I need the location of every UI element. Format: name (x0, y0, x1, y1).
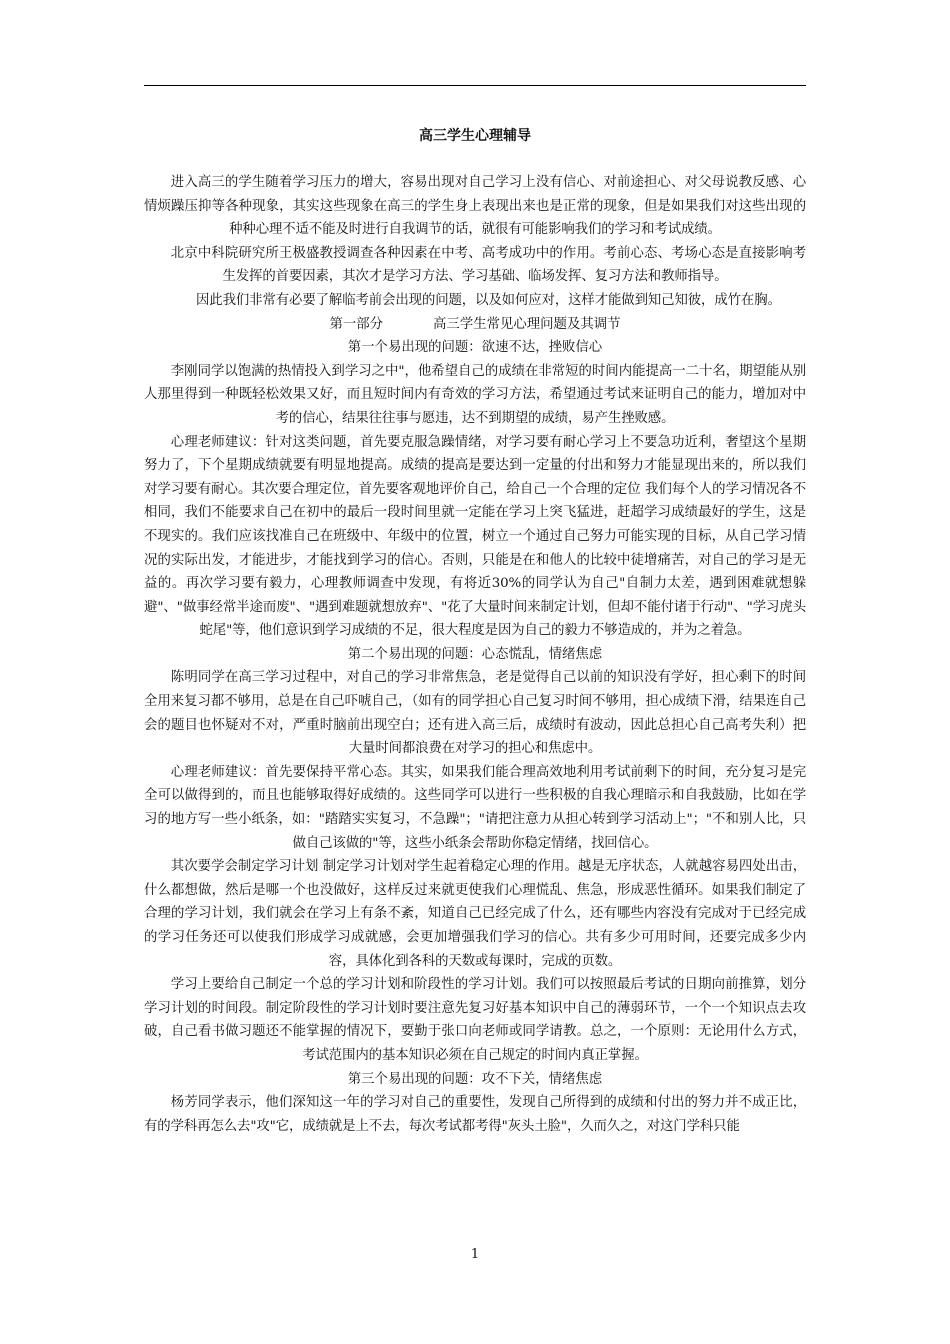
part-label: 第一部分 (329, 316, 384, 332)
paragraph: 心理老师建议：针对这类问题，首先要克服急躁情绪，对学习要有耐心学习上不要急功近利，奢望这个星期努力了，下个星期成绩就要有明显地提高。成绩的提高是要达到一定量的付出和努力才能显现出来的，所以我们对学习要有耐心。其次要合理定位，首先要客观地评价自己，给自己一个合理的定位 我们每个人的学习情况各不相同，我们不能要求自己在初中的最后一段时间里就一定能在学习上突飞猛进，赶超学习成绩最好的学生，这是不现实的。我们应该找准自己在班级中、年级中的位置，树立一个通过自己努力可能实现的目标，从自己学习情况的实际出发，才能进步，才能找到学习的信心。否则，只能是在和他人的比较中徒增痛苦，对自己的学习是无益的。再次学习要有毅力，心理教师调查中发现，有将近30%的同学认为自己"自制力太差，遇到困难就想躲避"、"做事经常半途而废"、"遇到难题就想放弃"、"花了大量时间来制定计划，但却不能付诸于行动"、"学习虎头蛇尾"等，他们意识到学习成绩的不足，很大程度是因为自己的毅力不够造成的，并为之着急。 (144, 434, 806, 639)
document-title: 高三学生心理辅导 (419, 128, 531, 144)
paragraph: 杨芳同学表示，他们深知这一年的学习对自己的重要性，发现自己所得到的成绩和付出的努力并不成正比，有的学科再怎么去"攻"它，成绩就是上不去，每次考试都考得"灰头土脸"，久而久之，对这门学科只能 (144, 1095, 806, 1134)
paragraph: 学习上要给自己制定一个总的学习计划和阶段性的学习计划。我们可以按照最后考试的日期向前推算，划分学习计划的时间段。制定阶段性的学习计划时要注意先复习好基本知识中自己的薄弱环节，一个一个知识点去攻破，自己看书做习题还不能掌握的情况下，要勤于张口向老师或同学请教。总之，一个原则：无论用什么方式，考试范围内的基本知识必须在自己规定的时间内真正掌握。 (144, 977, 806, 1063)
part-title: 高三学生常见心理问题及其调节 (433, 316, 621, 332)
paragraph: 其次要学会制定学习计划 制定学习计划对学生起着稳定心理的作用。越是无序状态，人就越容易四处出击，什么都想做，然后是哪一个也没做好，这样反过来就更使我们心理慌乱、焦急，形成恶性循环。如果我们制定了合理的学习计划，我们就会在学习上有条不紊，知道自己已经完成了什么，还有哪些内容没有完成对于已经完成的学习任务还可以使我们形成学习成就感，会更加增强我们学习的信心。共有多少可用时间，还要完成多少内容，具体化到各科的天数或每课时，完成的页数。 (144, 859, 806, 969)
paragraph: 陈明同学在高三学习过程中，对自己的学习非常焦急，老是觉得自己以前的知识没有学好，担心剩下的时间全用来复习都不够用，总是在自己吓唬自己，（如有的同学担心自己复习时间不够用，担心成绩下滑，结果连自己会的题目也怀疑对不对，严重时脑前出现空白；还有进入高三后，成绩时有波动，因此总担心自己高考失利）把大量时间都浪费在对学习的担心和焦虑中。 (144, 670, 806, 757)
problem-heading: 第二个易出现的问题：心态慌乱，情绪焦虑 (347, 646, 603, 662)
part-heading (144, 313, 806, 337)
paragraph: 李刚同学以饱满的热情投入到学习之中"，他希望自己的成绩在非常短的时间内能提高一二十名，期望能从别人那里得到一种既轻松效果又好，而且短时间内有奇效的学习方法，希望通过考试来证明自己的能力，增加对中考的信心，结果往往事与愿违，达不到期望的成绩，易产生挫败感。 (144, 363, 806, 426)
document-body (144, 124, 806, 1138)
paragraph: 心理老师建议：首先要保持平常心态。其实，如果我们能合理高效地利用考试前剩下的时间，充分复习是完全可以做得到的，而且也能够取得好成绩的。这些同学可以进行一些积极的自我心理暗示和自我鼓励，比如在学习的地方写一些小纸条，如："踏踏实实复习，不急躁"；"请把注意力从担心转到学习活动上"；"不和别人比，只做自己该做的"等，这些小纸条会帮助你稳定情绪，找回信心。 (144, 764, 806, 851)
paragraph: 北京中科院研究所王极盛教授调查各种因素在中考、高考成功中的作用。考前心态、考场心态是直接影响考生发挥的首要因素，其次才是学习方法、学习基础、临场发挥、复习方法和教师指导。 (170, 245, 806, 285)
header-rule (144, 85, 806, 86)
page-number: 1 (470, 1247, 480, 1262)
paragraph: 进入高三的学生随着学习压力的增大，容易出现对自己学习上没有信心、对前途担心、对父母说教反感、心情烦躁压抑等各种现象，其实这些现象在高三的学生身上表现出来也是正常的现象，但是如果我们对这些出现的种种心理不适不能及时进行自我调节的话，就很有可能影响我们的学习和考试成绩。 (144, 175, 806, 238)
paragraph: 因此我们非常有必要了解临考前会出现的问题，以及如何应对，这样才能做到知己知彼，成竹在胸。 (196, 292, 781, 308)
problem-heading: 第一个易出现的问题：欲速不达，挫败信心 (347, 340, 603, 356)
problem-heading: 第三个易出现的问题：攻不下关，情绪焦虑 (347, 1071, 603, 1087)
